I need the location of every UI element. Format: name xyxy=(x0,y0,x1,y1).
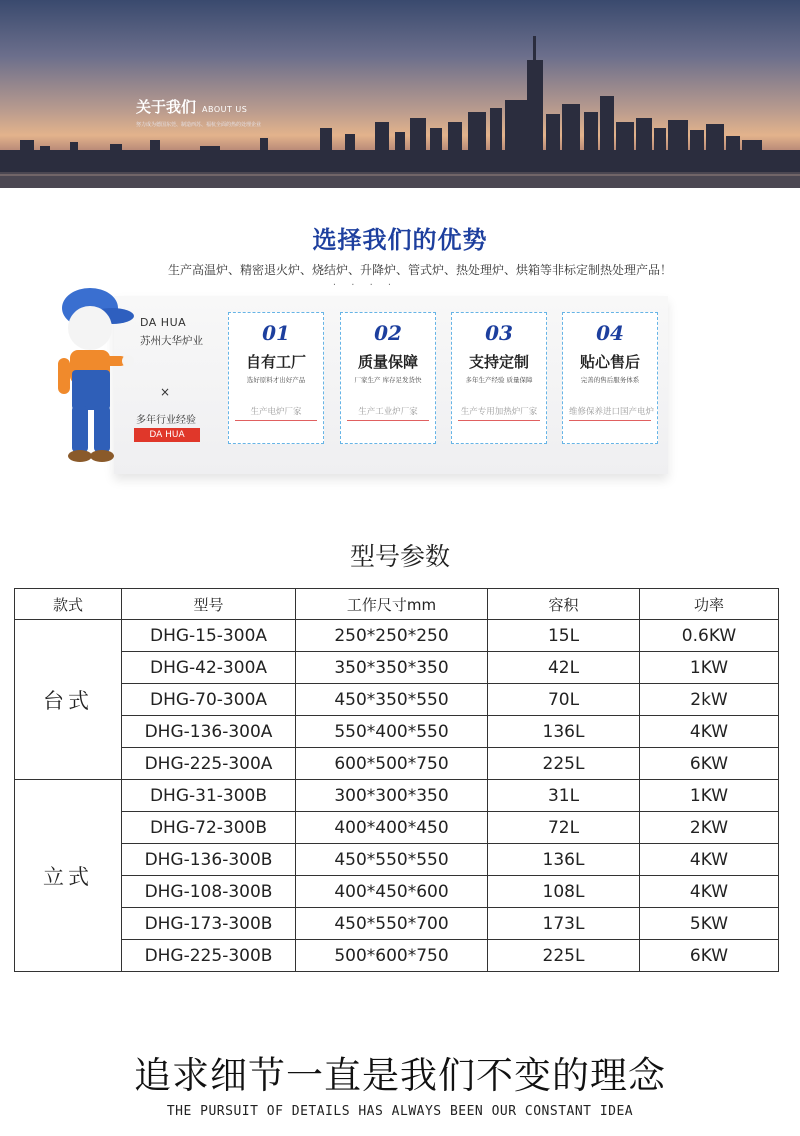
table-row xyxy=(15,716,779,748)
size-cell: 350*350*350 xyxy=(296,652,488,684)
table-header-row xyxy=(15,589,779,620)
table-row xyxy=(15,940,779,972)
power-cell: 0.6KW xyxy=(640,620,779,652)
card-description: 选好原料才出好产品 xyxy=(246,376,306,384)
model-cell: DHG-42-300A xyxy=(122,652,296,684)
card-name: 自有工厂 xyxy=(245,353,306,371)
card-description: 完善的售后服务体系 xyxy=(580,376,640,384)
card-number: 02 xyxy=(374,321,402,345)
advantage-card xyxy=(562,312,658,444)
banner-title: 关于我们 ABOUT US xyxy=(136,98,248,116)
brand-name-en: DA HUA xyxy=(140,316,187,329)
model-cell: DHG-72-300B xyxy=(122,812,296,844)
size-cell: 450*550*550 xyxy=(296,844,488,876)
card-note: 生产工业炉厂家 xyxy=(347,405,429,421)
advantage-card xyxy=(451,312,547,444)
power-cell: 2kW xyxy=(640,684,779,716)
model-cell: DHG-173-300B xyxy=(122,908,296,940)
card-note: 生产电炉厂家 xyxy=(235,405,317,421)
city-skyline-image xyxy=(0,0,800,188)
size-cell: 300*300*350 xyxy=(296,780,488,812)
decorative-dots: · · · · xyxy=(332,280,398,291)
volume-cell: 173L xyxy=(488,908,640,940)
size-cell: 500*600*750 xyxy=(296,940,488,972)
slogan-en: THE PURSUIT OF DETAILS HAS ALWAYS BEEN OUR CONSTANT IDEA xyxy=(166,1104,634,1119)
power-cell: 2KW xyxy=(640,812,779,844)
card-name: 贴心售后 xyxy=(579,353,640,371)
header-cell: 型号 xyxy=(122,589,296,620)
spec-table-title: 型号参数 xyxy=(349,542,450,571)
volume-cell: 225L xyxy=(488,940,640,972)
size-cell: 450*350*550 xyxy=(296,684,488,716)
brand-name-cn: 苏州大华炉业 xyxy=(140,335,203,347)
advantage-card xyxy=(340,312,436,444)
table-row xyxy=(15,684,779,716)
model-cell: DHG-15-300A xyxy=(122,620,296,652)
table-row xyxy=(15,844,779,876)
slogan-cn: 追求细节一直是我们不变的理念 xyxy=(134,1054,666,1097)
size-cell: 400*400*450 xyxy=(296,812,488,844)
table-row xyxy=(15,748,779,780)
volume-cell: 15L xyxy=(488,620,640,652)
power-cell: 4KW xyxy=(640,716,779,748)
card-description: 多年生产经验 质量保障 xyxy=(465,376,533,384)
style-cell: 台式 xyxy=(15,620,122,780)
header-cell: 功率 xyxy=(640,589,779,620)
table-row xyxy=(15,908,779,940)
power-cell: 6KW xyxy=(640,748,779,780)
times-symbol: × xyxy=(160,385,171,399)
card-number: 03 xyxy=(485,321,513,345)
model-cell: DHG-136-300A xyxy=(122,716,296,748)
volume-cell: 70L xyxy=(488,684,640,716)
header-cell: 工作尺寸mm xyxy=(296,589,488,620)
worker-mascot-icon xyxy=(50,282,140,472)
table-row xyxy=(15,780,779,812)
advantage-card xyxy=(228,312,324,444)
volume-cell: 72L xyxy=(488,812,640,844)
size-cell: 400*450*600 xyxy=(296,876,488,908)
style-cell: 立式 xyxy=(15,780,122,972)
size-cell: 550*400*550 xyxy=(296,716,488,748)
model-cell: DHG-136-300B xyxy=(122,844,296,876)
brand-tag: DA HUA xyxy=(134,428,200,442)
header-cell: 容积 xyxy=(488,589,640,620)
card-description: 厂家生产 库存足发货快 xyxy=(354,376,422,384)
power-cell: 4KW xyxy=(640,844,779,876)
power-cell: 4KW xyxy=(640,876,779,908)
card-number: 01 xyxy=(262,321,290,345)
card-note: 维修保养进口国产电炉 xyxy=(569,405,651,421)
model-cell: DHG-31-300B xyxy=(122,780,296,812)
power-cell: 1KW xyxy=(640,780,779,812)
volume-cell: 225L xyxy=(488,748,640,780)
table-row xyxy=(15,812,779,844)
volume-cell: 136L xyxy=(488,844,640,876)
banner-subtitle: 努力成为德国东莞、制造西苏、福杭全面的热的处理企业 xyxy=(136,122,262,128)
model-cell: DHG-70-300A xyxy=(122,684,296,716)
model-cell: DHG-225-300A xyxy=(122,748,296,780)
volume-cell: 31L xyxy=(488,780,640,812)
model-cell: DHG-225-300B xyxy=(122,940,296,972)
table-row xyxy=(15,652,779,684)
about-banner xyxy=(0,0,800,188)
card-name: 支持定制 xyxy=(468,353,529,371)
advantages-subtitle: 生产高温炉、精密退火炉、烧结炉、升降炉、管式炉、热处理炉、烘箱等非标定制热处理产品！ xyxy=(167,263,672,277)
power-cell: 6KW xyxy=(640,940,779,972)
card-note: 生产专用加热炉厂家 xyxy=(458,405,540,421)
power-cell: 5KW xyxy=(640,908,779,940)
card-name: 质量保障 xyxy=(357,353,418,371)
size-cell: 250*250*250 xyxy=(296,620,488,652)
table-row xyxy=(15,620,779,652)
advantages-title: 选择我们的优势 xyxy=(312,226,488,254)
table-row xyxy=(15,876,779,908)
model-cell: DHG-108-300B xyxy=(122,876,296,908)
size-cell: 450*550*700 xyxy=(296,908,488,940)
volume-cell: 108L xyxy=(488,876,640,908)
experience-text: 多年行业经验 xyxy=(136,415,196,426)
volume-cell: 42L xyxy=(488,652,640,684)
size-cell: 600*500*750 xyxy=(296,748,488,780)
card-number: 04 xyxy=(596,321,624,345)
header-cell: 款式 xyxy=(15,589,122,620)
power-cell: 1KW xyxy=(640,652,779,684)
spec-table xyxy=(14,588,779,972)
volume-cell: 136L xyxy=(488,716,640,748)
